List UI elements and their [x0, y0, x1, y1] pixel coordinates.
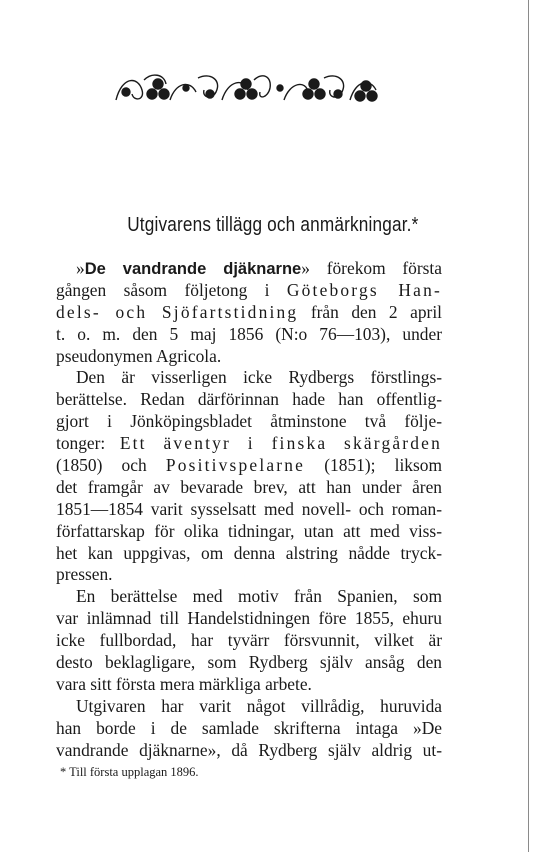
text-line: berättelse. Redan därförinnan hade han offentlig-	[56, 389, 442, 410]
decorative-ornament-band	[112, 70, 380, 108]
page-edge-line	[528, 0, 529, 852]
text-line: gjort i Jönköpingsbladet åtminstone två följe-	[56, 411, 442, 432]
text-line: 1851—1854 varit sysselsatt med novell- och roman-	[56, 498, 442, 519]
body-text	[56, 258, 442, 761]
text-line: han borde i de samlade skrifterna intaga »De	[56, 717, 442, 738]
text-line: gången såsom följetong i Göteborgs Han-	[56, 279, 442, 300]
work-title: De vandrande djäknarne	[84, 260, 302, 278]
text-line: vara sitt första mera märkliga arbete.	[56, 673, 312, 694]
text-line: var inlämnad till Handelstidningen före 1855, ehuru	[56, 608, 442, 629]
text-line: vandrande djäknarne», då Rydberg själv aldrig ut-	[56, 739, 442, 760]
section-heading: Utgivarens tillägg och anmärkningar.*	[127, 214, 419, 236]
text-line: det framgår av bevarade brev, att han under åren	[56, 476, 442, 497]
footnote: * Till första upplagan 1896.	[60, 765, 199, 779]
text-line: tonger: Ett äventyr i finska skärgården	[56, 433, 442, 454]
text-line: »De vandrande djäknarne» förekom första	[76, 258, 442, 278]
text-line: het kan uppgivas, om denna alstring nådde tryck-	[56, 542, 442, 563]
text-line: En berättelse med motiv från Spanien, som	[76, 586, 442, 607]
text-line: dels- och Sjöfartstidning från den 2 april	[56, 301, 442, 322]
text-line: pseudonymen Agricola.	[56, 345, 222, 366]
text-line: desto beklagligare, som Rydberg själv ansåg den	[56, 652, 442, 673]
text-line: icke fullbordad, har tyvärr försvunnit, vilket är	[56, 630, 442, 651]
text-line: författarskap för olika tidningar, utan att med viss-	[56, 520, 442, 541]
text-line: Den är visserligen icke Rydbergs förstlings-	[76, 367, 442, 388]
text-line: t. o. m. den 5 maj 1856 (N:o 76—103), under	[56, 323, 442, 344]
text-line: (1850) och Positivspelarne (1851); liksom	[56, 455, 442, 476]
text-line: Utgivaren har varit något villrådig, huruvida	[76, 695, 442, 716]
text-line: pressen.	[56, 564, 113, 585]
